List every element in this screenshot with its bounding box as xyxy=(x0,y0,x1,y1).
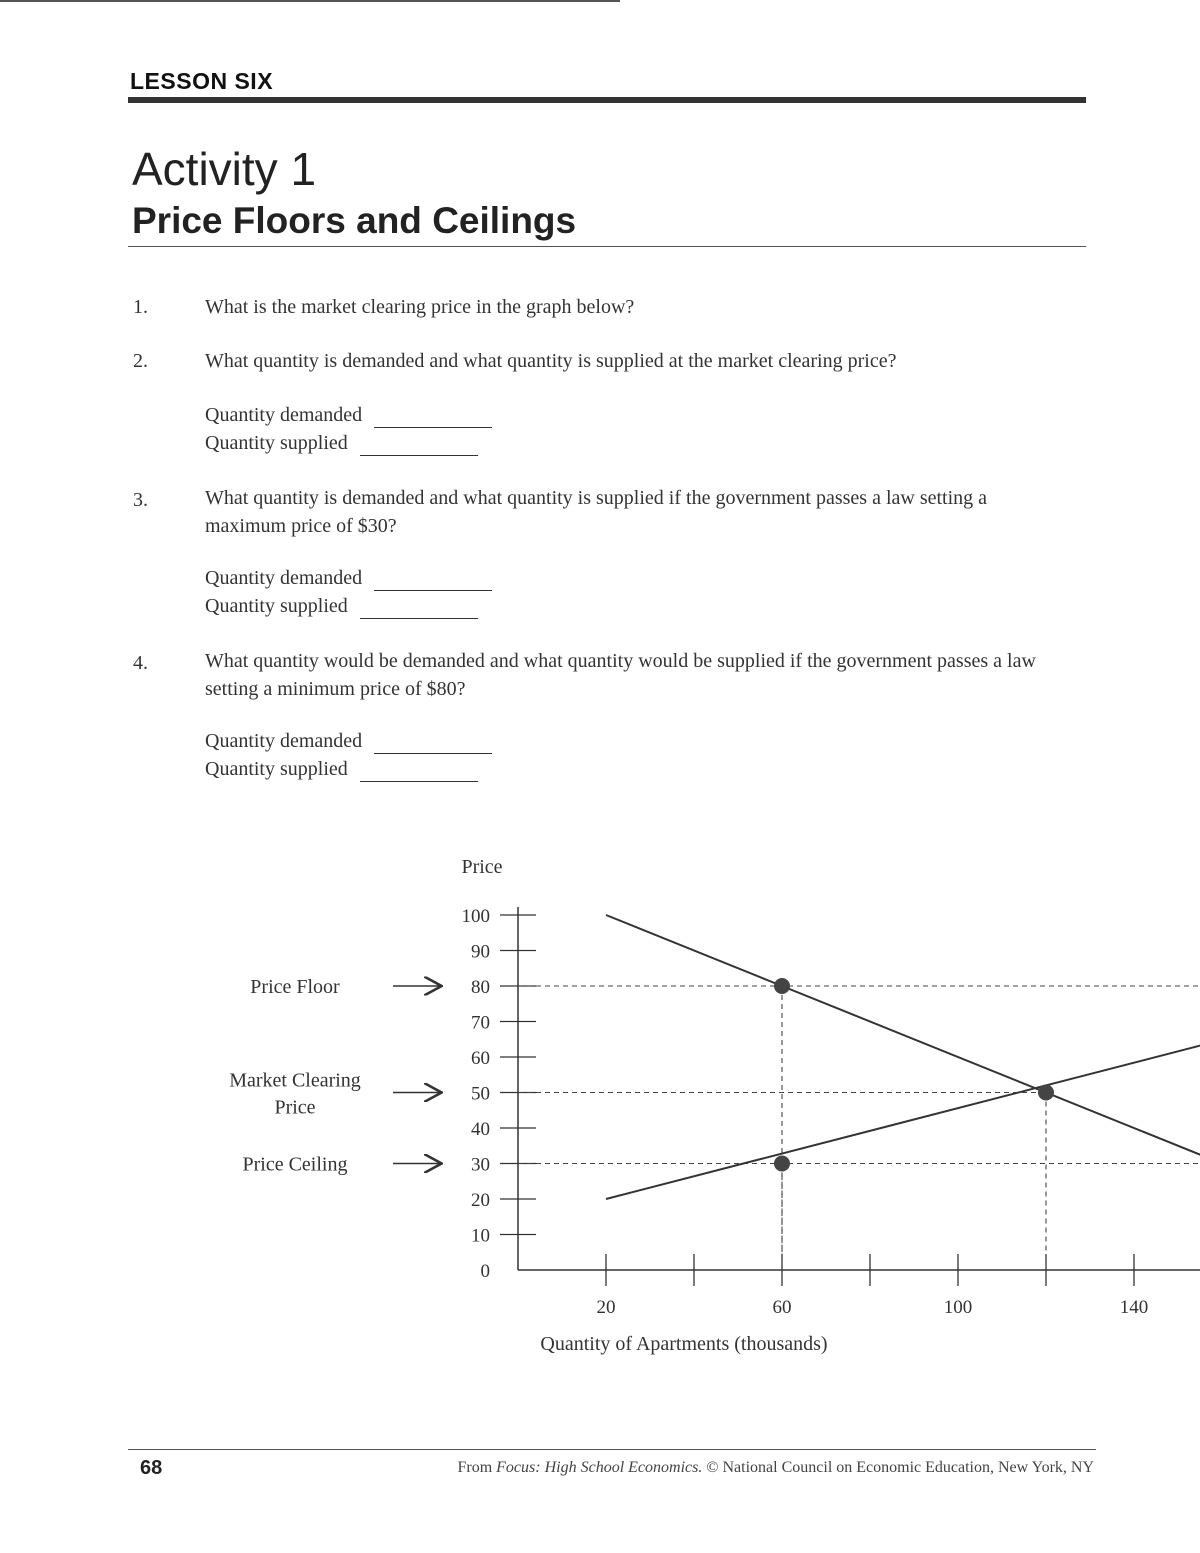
y-tick-label: 100 xyxy=(461,906,490,927)
supply-curve xyxy=(606,972,1200,1199)
question-text: What quantity is demanded and what quantity is supplied at the market clearing price? xyxy=(205,350,897,372)
activity-title: Activity 1 xyxy=(132,143,317,195)
answer-label: Quantity demanded xyxy=(205,730,363,752)
annotation-label-line: Price Ceiling xyxy=(242,1153,348,1176)
y-tick-label: 20 xyxy=(471,1190,490,1211)
footer-rule xyxy=(128,1449,1096,1450)
y-tick-label: 60 xyxy=(471,1048,490,1069)
answer-label: Quantity demanded xyxy=(205,404,363,426)
x-tick-label: 100 xyxy=(943,1297,973,1318)
x-axis-label: Quantity of Apartments (thousands) xyxy=(540,1333,828,1355)
demand-curve xyxy=(606,915,1200,1235)
question-text: What quantity would be demanded and what quantity would be supplied if the government passes a law setting a minimum price of $80? xyxy=(205,650,1036,700)
annotation-label xyxy=(250,976,340,998)
x-tick-label: 20 xyxy=(596,1297,616,1318)
source-suffix: © National Council on Economic Education, New York, NY xyxy=(706,1459,1094,1476)
data-point-equilibrium xyxy=(1038,1085,1054,1101)
source-prefix: From xyxy=(457,1459,493,1476)
annotation-label xyxy=(229,1070,361,1119)
answer-label: Quantity supplied xyxy=(205,432,348,454)
y-tick-label: 50 xyxy=(471,1083,490,1105)
answer-label: Quantity demanded xyxy=(205,567,363,589)
source-title: Focus: High School Economics. xyxy=(496,1459,703,1476)
activity-subtitle: Price Floors and Ceilings xyxy=(132,200,577,241)
page-number: 68 xyxy=(140,1457,163,1479)
y-tick-label: 70 xyxy=(471,1012,490,1034)
x-tick-label: 140 xyxy=(1119,1297,1149,1318)
question-number: 2. xyxy=(133,350,148,372)
answer-label: Quantity supplied xyxy=(205,595,348,617)
y-tick-label: 80 xyxy=(471,977,490,998)
answer-label: Quantity supplied xyxy=(205,758,348,780)
y-tick-label: 10 xyxy=(471,1225,490,1247)
data-point-floor-demand xyxy=(774,978,790,994)
lesson-heading: LESSON SIX xyxy=(130,68,274,94)
question-text: What is the market clearing price in the graph below? xyxy=(205,296,635,318)
y-tick-label: 40 xyxy=(471,1119,490,1140)
data-point-ceiling-supply xyxy=(774,1156,790,1172)
annotation-label xyxy=(243,1154,348,1176)
y-tick-label: 30 xyxy=(471,1154,490,1176)
plot-area xyxy=(229,906,1200,1318)
annotation-label-line: Market Clearing xyxy=(229,1069,361,1092)
x-tick-label: 60 xyxy=(772,1297,792,1318)
question-number: 1. xyxy=(133,296,148,318)
y-axis-label: Price xyxy=(461,856,503,878)
source-note xyxy=(457,1459,1094,1477)
annotation-label-line: Price xyxy=(274,1096,316,1119)
y-tick-label: 0 xyxy=(480,1261,490,1282)
y-tick-label: 90 xyxy=(471,941,490,963)
question-number: 3. xyxy=(133,489,148,511)
annotation-label-line: Price Floor xyxy=(250,976,340,998)
question-text: What quantity is demanded and what quantity is supplied if the government passes a law setting a maximum price of $30? xyxy=(205,487,988,537)
question-number: 4. xyxy=(133,652,148,674)
